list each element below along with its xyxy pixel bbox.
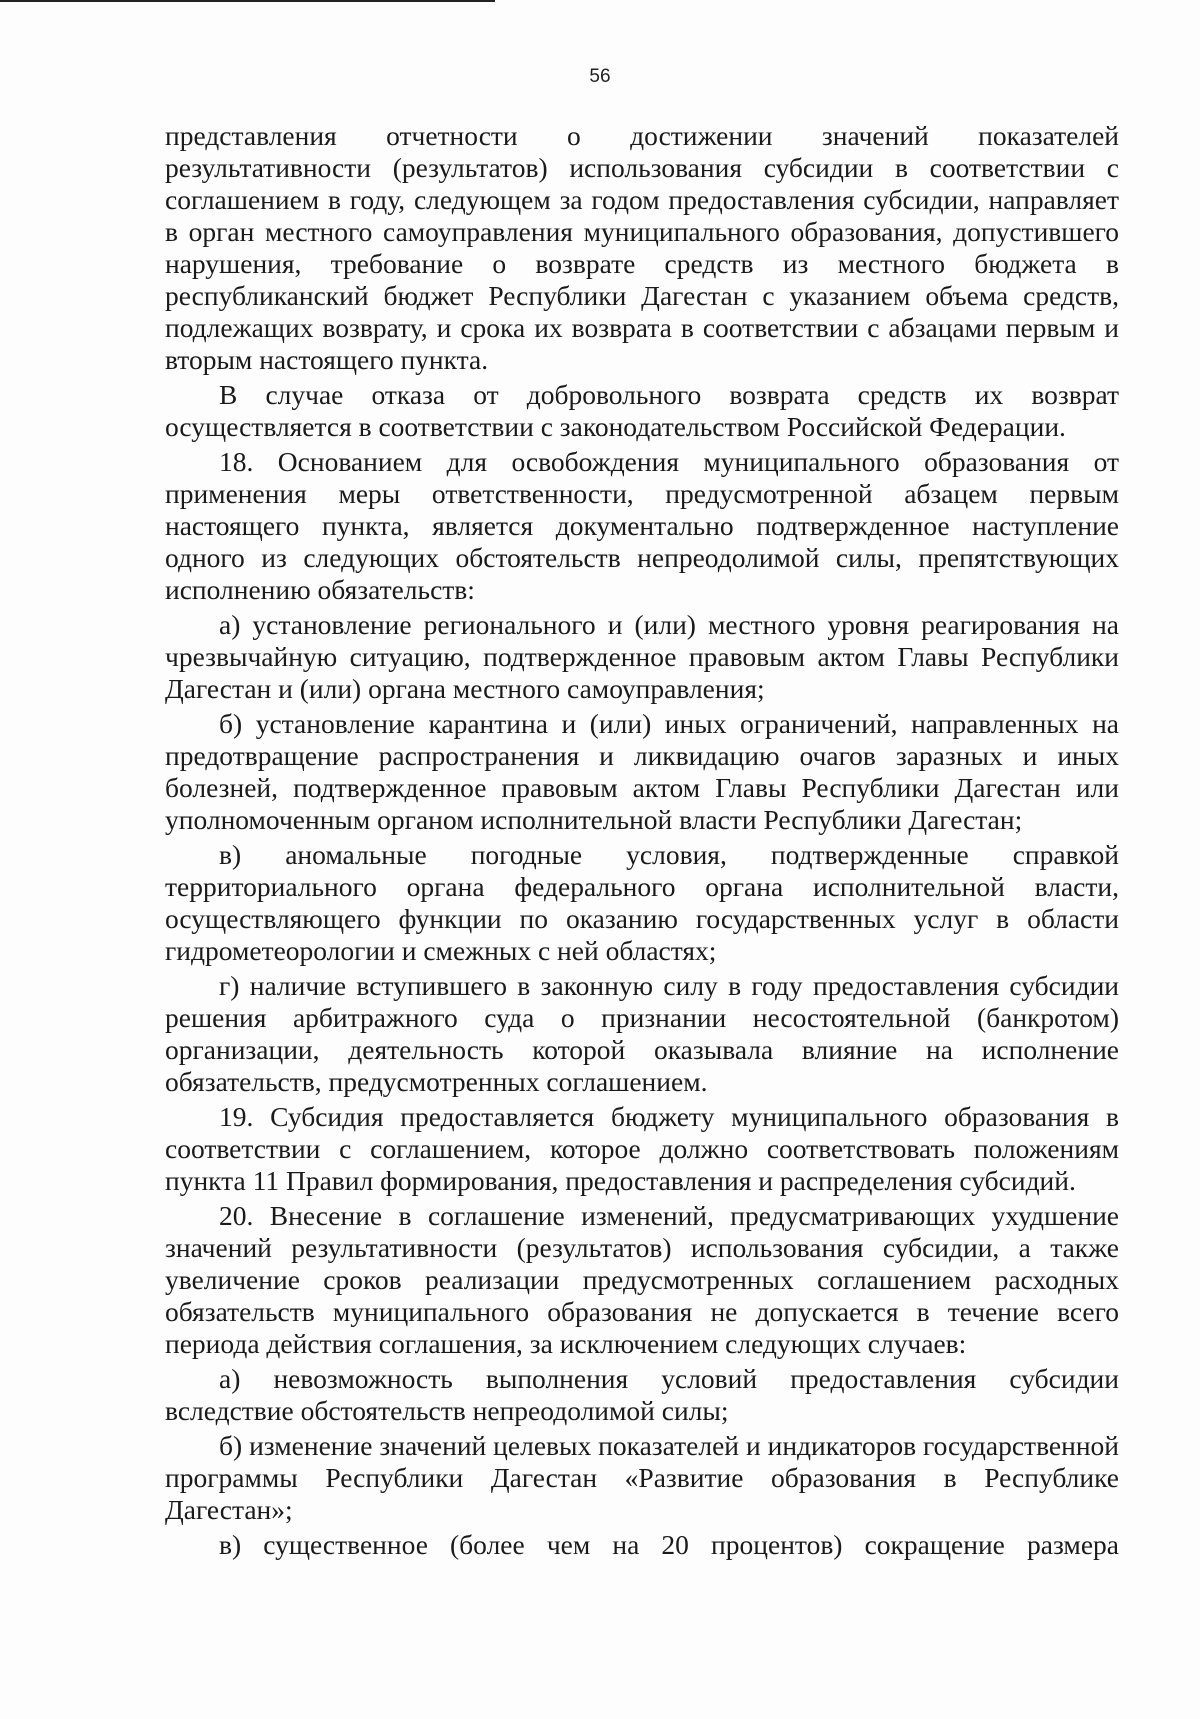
document-body	[165, 120, 1119, 1561]
paragraph-18-a: а) установление регионального и (или) местного уровня реагирования на чрезвычайную ситуацию, подтвержденное правовым актом Главы Республики Дагестан и (или) органа местного самоуправления;	[165, 609, 1119, 704]
paragraph-18-v: в) аномальные погодные условия, подтвержденные справкой территориального органа федерального органа исполнительной власти, осуществляющего функции по оказанию государственных услуг в области гидрометеорологии и смежных с ней областях;	[165, 839, 1119, 966]
top-edge-rule	[0, 0, 495, 2]
paragraph-refusal: В случае отказа от добровольного возврата средств их возврат осуществляется в соответствии с законодательством Российской Федерации.	[165, 379, 1119, 442]
paragraph-continuation: представления отчетности о достижении значений показателей результативности (результатов) использования субсидии в соответствии с соглашением в году, следующем за годом предоставления субсидии, направляет в орган местного самоуправления муниципального образования, допустившего нарушения, требование о возврате средств из местного бюджета в республиканский бюджет Республики Дагестан с указанием объема средств, подлежащих возврату, и срока их возврата в соответствии с абзацами первым и вторым настоящего пункта.	[165, 120, 1119, 375]
page-number: 56	[589, 66, 611, 87]
paragraph-18: 18. Основанием для освобождения муниципального образования от применения меры ответственности, предусмотренной абзацем первым настоящего пункта, является документально подтвержденное наступление одного из следующих обстоятельств непреодолимой силы, препятствующих исполнению обязательств:	[165, 446, 1119, 605]
paragraph-20-b: б) изменение значений целевых показателей и индикаторов государственной программы Республики Дагестан «Развитие образования в Республике Дагестан»;	[165, 1430, 1119, 1525]
paragraph-19: 19. Субсидия предоставляется бюджету муниципального образования в соответствии с соглашением, которое должно соответствовать положениям пункта 11 Правил формирования, предоставления и распределения субсидий.	[165, 1101, 1119, 1196]
paragraph-18-g: г) наличие вступившего в законную силу в году предоставления субсидии решения арбитражного суда о признании несостоятельной (банкротом) организации, деятельность которой оказывала влияние на исполнение обязательств, предусмотренных соглашением.	[165, 970, 1119, 1097]
paragraph-20: 20. Внесение в соглашение изменений, предусматривающих ухудшение значений результативности (результатов) использования субсидии, а также увеличение сроков реализации предусмотренных соглашением расходных обязательств муниципального образования не допускается в течение всего периода действия соглашения, за исключением следующих случаев:	[165, 1200, 1119, 1359]
paragraph-20-v: в) существенное (более чем на 20 процентов) сокращение размера	[219, 1529, 1119, 1560]
paragraph-20-a: а) невозможность выполнения условий предоставления субсидии вследствие обстоятельств непреодолимой силы;	[165, 1363, 1119, 1426]
paragraph-18-b: б) установление карантина и (или) иных ограничений, направленных на предотвращение распространения и ликвидацию очагов заразных и иных болезней, подтвержденное правовым актом Главы Республики Дагестан или уполномоченным органом исполнительной власти Республики Дагестан;	[165, 708, 1119, 835]
